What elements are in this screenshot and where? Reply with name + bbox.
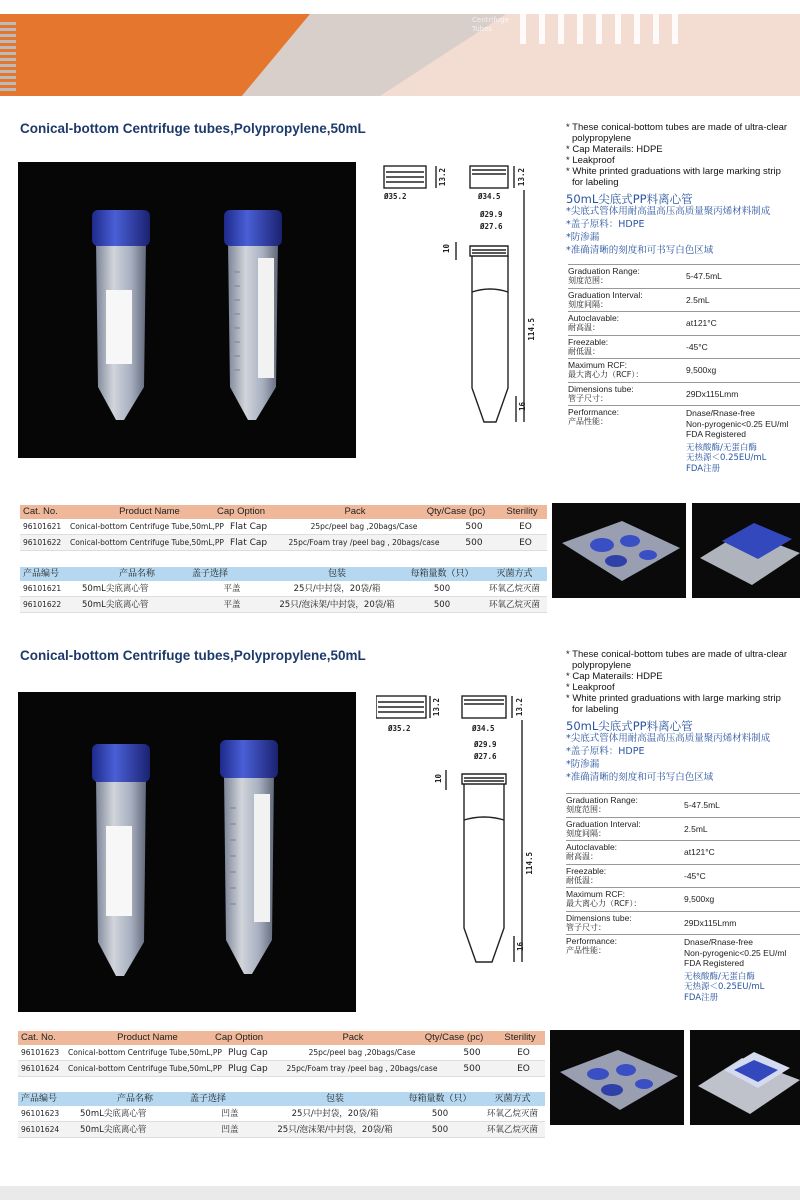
feature-line: * White printed graduations with large marking strip bbox=[566, 693, 781, 704]
performance-value: Non-pyrogenic<0.25 EU/ml bbox=[686, 418, 789, 429]
header-cell: 盖子选择 bbox=[192, 569, 229, 579]
order-table-en bbox=[18, 1031, 545, 1077]
table-cell: 96101621 bbox=[23, 522, 62, 531]
dim-cap-diameter: Ø35.2 bbox=[388, 724, 411, 733]
table-row bbox=[18, 1106, 545, 1122]
feature-line: * White printed graduations with large marking strip bbox=[566, 166, 781, 177]
header-cell: Product Name bbox=[117, 1032, 178, 1043]
spec-value: 9,500xg bbox=[684, 894, 715, 905]
dim-thread-diameter: Ø29.9 bbox=[480, 210, 503, 219]
table-cell: 25pc/Foam tray /peel bag , 20bags/case bbox=[288, 538, 440, 547]
spec-label: Autoclavable: bbox=[568, 313, 620, 323]
tubes-photo-illustration bbox=[18, 692, 356, 1012]
performance-value: FDA Registered bbox=[684, 958, 744, 968]
dim-cap-height: 13.2 bbox=[438, 168, 447, 187]
header-cell: Pack bbox=[344, 506, 366, 517]
cn-product-title: 50mL尖底式PP料离心管 bbox=[566, 719, 693, 733]
table-cell: 50mL尖底离心管 bbox=[82, 600, 149, 610]
spec-value: 2.5mL bbox=[684, 823, 708, 834]
dim-outer-diameter: Ø34.5 bbox=[478, 192, 501, 201]
product-photo bbox=[18, 692, 356, 1012]
performance-value: FDA Registered bbox=[686, 429, 746, 439]
spec-value: 5-47.5mL bbox=[684, 800, 720, 811]
dim-inner-diameter: Ø27.6 bbox=[480, 222, 503, 231]
table-cell: EO bbox=[517, 1064, 530, 1074]
order-table-cn bbox=[18, 1092, 545, 1138]
table-cell: 50mL尖底离心管 bbox=[82, 584, 149, 594]
header-cell: Cat. No. bbox=[21, 1032, 56, 1043]
spec-value: at121°C bbox=[684, 847, 715, 858]
header-cell: Cat. No. bbox=[23, 506, 58, 517]
table-cell: 96101624 bbox=[21, 1064, 60, 1073]
table-row bbox=[18, 1061, 545, 1077]
spec-label: Graduation Range: bbox=[566, 795, 638, 805]
table-cell: EO bbox=[519, 538, 532, 548]
header-cell: 包装 bbox=[325, 1094, 344, 1104]
spec-label-cn: 耐高温： bbox=[566, 852, 598, 861]
table-cell: 500 bbox=[431, 1109, 449, 1119]
table-cell: 平盖 bbox=[223, 584, 241, 594]
table-cell: 25只/泡沫架/中封袋，20袋/箱 bbox=[279, 600, 395, 610]
table-cell: 环氧乙烷灭菌 bbox=[488, 584, 540, 594]
table-cell: 500 bbox=[433, 584, 451, 594]
spec-label: Dimensions tube: bbox=[568, 383, 634, 394]
table-cell: 25只/中封袋，20袋/箱 bbox=[291, 1109, 379, 1119]
dim-thread-diameter: Ø29.9 bbox=[474, 740, 497, 749]
spec-label-cn: 刻度间隔： bbox=[566, 828, 606, 838]
pack-photo-foam-tray bbox=[690, 1030, 800, 1125]
spec-label-cn: 耐高温： bbox=[568, 323, 600, 332]
spec-row bbox=[566, 888, 800, 912]
feature-line: * Leakproof bbox=[566, 682, 615, 693]
spec-label-cn: 耐低温： bbox=[566, 875, 598, 885]
header-cell: 产品编号 bbox=[23, 569, 60, 579]
dim-tube-length: 114.5 bbox=[525, 852, 534, 875]
spec-row bbox=[566, 818, 800, 842]
spec-label: Dimensions tube: bbox=[566, 912, 632, 923]
dim-tube-length: 114.5 bbox=[527, 318, 536, 341]
header-cell: Cap Option bbox=[215, 1032, 264, 1043]
table-cell: 96101624 bbox=[21, 1125, 60, 1134]
pack-photo-peel-bag bbox=[550, 1030, 684, 1125]
dim-cap2-height: 13.2 bbox=[515, 698, 524, 717]
table-cell: 96101623 bbox=[21, 1048, 60, 1057]
table-cell: 500 bbox=[431, 1125, 449, 1135]
table-cell: Flat Cap bbox=[230, 522, 268, 532]
cn-feature-line: *尖底式管体用耐高温高压高质量聚丙烯材料制成 bbox=[566, 206, 771, 217]
performance-value: Dnase/Rnase-free bbox=[686, 408, 755, 418]
table-row bbox=[18, 1122, 545, 1138]
table-cell: 凹盖 bbox=[221, 1109, 239, 1119]
dim-cone-height: 16 bbox=[516, 942, 525, 952]
spec-row bbox=[566, 865, 800, 889]
table-header bbox=[18, 1092, 545, 1106]
cn-feature-line: *防渗漏 bbox=[566, 759, 600, 770]
spec-label: Freezable: bbox=[566, 865, 607, 876]
table-cell: 环氧乙烷灭菌 bbox=[488, 600, 540, 610]
table-cell: EO bbox=[517, 1048, 530, 1058]
feature-line: for labeling bbox=[572, 704, 619, 715]
spec-label: Maximum RCF: bbox=[568, 360, 628, 370]
table-cell: Conical-bottom Centrifuge Tube,50mL,PP bbox=[68, 1048, 222, 1057]
technical-drawing bbox=[376, 690, 556, 970]
table-cell: 96101623 bbox=[21, 1109, 60, 1118]
header-cell: 灭菌方式 bbox=[496, 569, 533, 579]
spec-label-cn: 管子尺寸： bbox=[566, 922, 606, 932]
spec-value: -45°C bbox=[686, 341, 708, 352]
spec-row bbox=[566, 794, 800, 818]
header-cell: Sterility bbox=[506, 506, 538, 517]
spec-label: Maximum RCF: bbox=[566, 889, 626, 899]
table-cell: 96101621 bbox=[23, 584, 62, 593]
spec-value: at121°C bbox=[686, 318, 717, 329]
dim-outer-diameter: Ø34.5 bbox=[472, 724, 495, 733]
spec-row bbox=[566, 912, 800, 936]
table-cell: 环氧乙烷灭菌 bbox=[486, 1109, 538, 1119]
spec-row-performance bbox=[566, 935, 800, 1003]
table-cell: Conical-bottom Centrifuge Tube,50mL,PP bbox=[68, 1064, 222, 1073]
spec-table bbox=[566, 793, 800, 1003]
peel-bag-illustration bbox=[550, 1030, 684, 1125]
feature-line: * These conical-bottom tubes are made of ultra-clear bbox=[566, 649, 788, 660]
table-cell: 环氧乙烷灭菌 bbox=[486, 1125, 538, 1135]
cn-feature-line: *防渗漏 bbox=[566, 232, 600, 243]
cn-product-title: 50mL尖底式PP料离心管 bbox=[566, 192, 693, 206]
spec-value: -45°C bbox=[684, 870, 706, 881]
spec-value: 9,500xg bbox=[686, 365, 717, 376]
cn-feature-line: *盖子原料：HDPE bbox=[566, 219, 645, 230]
feature-line: polypropylene bbox=[572, 133, 632, 144]
header-cell: 每箱量数（只） bbox=[410, 569, 474, 579]
table-cell: Flat Cap bbox=[230, 538, 268, 548]
header-cell: Product Name bbox=[119, 506, 180, 517]
table-cell: 500 bbox=[433, 600, 451, 610]
dim-cone-height: 16 bbox=[518, 402, 527, 412]
feature-line: polypropylene bbox=[572, 660, 632, 671]
header-cell: 产品名称 bbox=[118, 569, 155, 579]
header-cell: Sterility bbox=[504, 1032, 536, 1043]
performance-value-cn: 无热源＜0.25EU/mL bbox=[684, 982, 765, 992]
spec-label: Performance: bbox=[566, 936, 618, 946]
header-cell: Cap Option bbox=[217, 506, 266, 517]
spec-label-cn: 产品性能： bbox=[568, 417, 608, 426]
header-cell: 包装 bbox=[327, 569, 346, 579]
table-cell: Plug Cap bbox=[228, 1048, 268, 1058]
spec-label-cn: 管子尺寸： bbox=[568, 393, 608, 403]
cn-feature-line: *准确清晰的刻度和可书写白色区域 bbox=[566, 772, 714, 783]
dim-cap-diameter: Ø35.2 bbox=[384, 192, 407, 201]
section-title: Conical-bottom Centrifuge tubes,Polypropylene,50mL bbox=[20, 648, 366, 663]
dim-thread-height: 10 bbox=[434, 774, 443, 784]
header-cell: 盖子选择 bbox=[190, 1094, 227, 1104]
performance-value-cn: 无核酸酶/无蛋白酶 bbox=[686, 442, 757, 453]
spec-label: Graduation Interval: bbox=[566, 818, 641, 829]
performance-value-cn: 无热源＜0.25EU/mL bbox=[686, 453, 767, 463]
spec-label: Graduation Interval: bbox=[568, 289, 643, 300]
table-cell: 50mL尖底离心管 bbox=[80, 1109, 147, 1119]
spec-label-cn: 刻度范围： bbox=[566, 805, 606, 814]
spec-label-cn: 最大离心力（RCF）： bbox=[568, 370, 644, 379]
features-block bbox=[566, 649, 800, 784]
spec-label: Freezable: bbox=[568, 336, 609, 347]
table-header bbox=[18, 1031, 545, 1045]
feature-line: * Cap Materails: HDPE bbox=[566, 671, 663, 682]
spec-value: 29Dx115Lmm bbox=[686, 388, 739, 399]
foam-tray-illustration bbox=[690, 1030, 800, 1125]
feature-line: for labeling bbox=[572, 177, 619, 188]
cn-feature-line: *盖子原料：HDPE bbox=[566, 746, 645, 757]
table-cell: 凹盖 bbox=[221, 1125, 239, 1135]
table-cell: 96101622 bbox=[23, 600, 62, 609]
table-row bbox=[18, 1045, 545, 1061]
performance-value: Non-pyrogenic<0.25 EU/ml bbox=[684, 947, 787, 958]
header-cell: 产品编号 bbox=[21, 1094, 58, 1104]
spec-label-cn: 产品性能： bbox=[566, 946, 606, 955]
cn-feature-line: *尖底式管体用耐高温高压高质量聚丙烯材料制成 bbox=[566, 733, 771, 744]
table-cell: EO bbox=[519, 522, 532, 532]
header-cell: 产品名称 bbox=[116, 1094, 153, 1104]
table-cell: 96101622 bbox=[23, 538, 62, 547]
performance-value: Dnase/Rnase-free bbox=[684, 937, 753, 947]
performance-value-cn: 无核酸酶/无蛋白酶 bbox=[684, 971, 755, 982]
table-cell: 500 bbox=[463, 1064, 481, 1074]
feature-line: * Leakproof bbox=[566, 155, 615, 166]
dim-cap2-height: 13.2 bbox=[517, 168, 526, 187]
header-cell: Pack bbox=[342, 1032, 364, 1043]
table-cell: 25只/中封袋，20袋/箱 bbox=[293, 584, 381, 594]
table-cell: 25pc/peel bag ,20bags/Case bbox=[308, 1048, 416, 1057]
spec-label-cn: 刻度范围： bbox=[568, 276, 608, 285]
table-cell: Plug Cap bbox=[228, 1064, 268, 1074]
table-cell: Conical-bottom Centrifuge Tube,50mL,PP bbox=[70, 538, 224, 547]
table-cell: 500 bbox=[465, 522, 483, 532]
spec-label-cn: 耐低温： bbox=[568, 346, 600, 356]
spec-value: 2.5mL bbox=[686, 294, 710, 305]
header-cell: Qty/Case (pc) bbox=[424, 1032, 484, 1043]
performance-value-cn: FDA注册 bbox=[684, 992, 719, 1003]
table-cell: 25pc/peel bag ,20bags/Case bbox=[310, 522, 418, 531]
performance-value-cn: FDA注册 bbox=[686, 463, 721, 474]
spec-label: Autoclavable: bbox=[566, 842, 618, 852]
feature-line: * Cap Materails: HDPE bbox=[566, 144, 663, 155]
table-cell: 25pc/Foam tray /peel bag , 20bags/case bbox=[286, 1064, 438, 1073]
header-cell: 每箱量数（只） bbox=[408, 1094, 472, 1104]
header-cell: 灭菌方式 bbox=[494, 1094, 531, 1104]
table-cell: Conical-bottom Centrifuge Tube,50mL,PP bbox=[70, 522, 224, 531]
header-cell: Qty/Case (pc) bbox=[426, 506, 486, 517]
table-cell: 500 bbox=[463, 1048, 481, 1058]
dim-cap-height: 13.2 bbox=[432, 698, 441, 717]
table-cell: 平盖 bbox=[223, 600, 241, 610]
feature-line: * These conical-bottom tubes are made of ultra-clear bbox=[566, 122, 788, 133]
spec-value: 5-47.5mL bbox=[686, 271, 722, 282]
spec-value: 29Dx115Lmm bbox=[684, 917, 737, 928]
spec-label-cn: 最大离心力（RCF）： bbox=[566, 899, 642, 908]
spec-label: Performance: bbox=[568, 407, 620, 417]
table-cell: 25只/泡沫架/中封袋，20袋/箱 bbox=[277, 1125, 393, 1135]
spec-row bbox=[566, 841, 800, 865]
section-title: Conical-bottom Centrifuge tubes,Polypropylene,50mL bbox=[20, 121, 366, 136]
banner-label: Centrifuge Tubes bbox=[472, 16, 509, 33]
spec-label: Graduation Range: bbox=[568, 266, 640, 276]
cn-feature-line: *准确清晰的刻度和可书写白色区域 bbox=[566, 245, 714, 256]
table-cell: 500 bbox=[465, 538, 483, 548]
footer-band bbox=[0, 1186, 800, 1200]
dim-thread-height: 10 bbox=[442, 244, 451, 254]
spec-label-cn: 刻度间隔： bbox=[568, 299, 608, 309]
table-cell: 50mL尖底离心管 bbox=[80, 1125, 147, 1135]
dim-inner-diameter: Ø27.6 bbox=[474, 752, 497, 761]
